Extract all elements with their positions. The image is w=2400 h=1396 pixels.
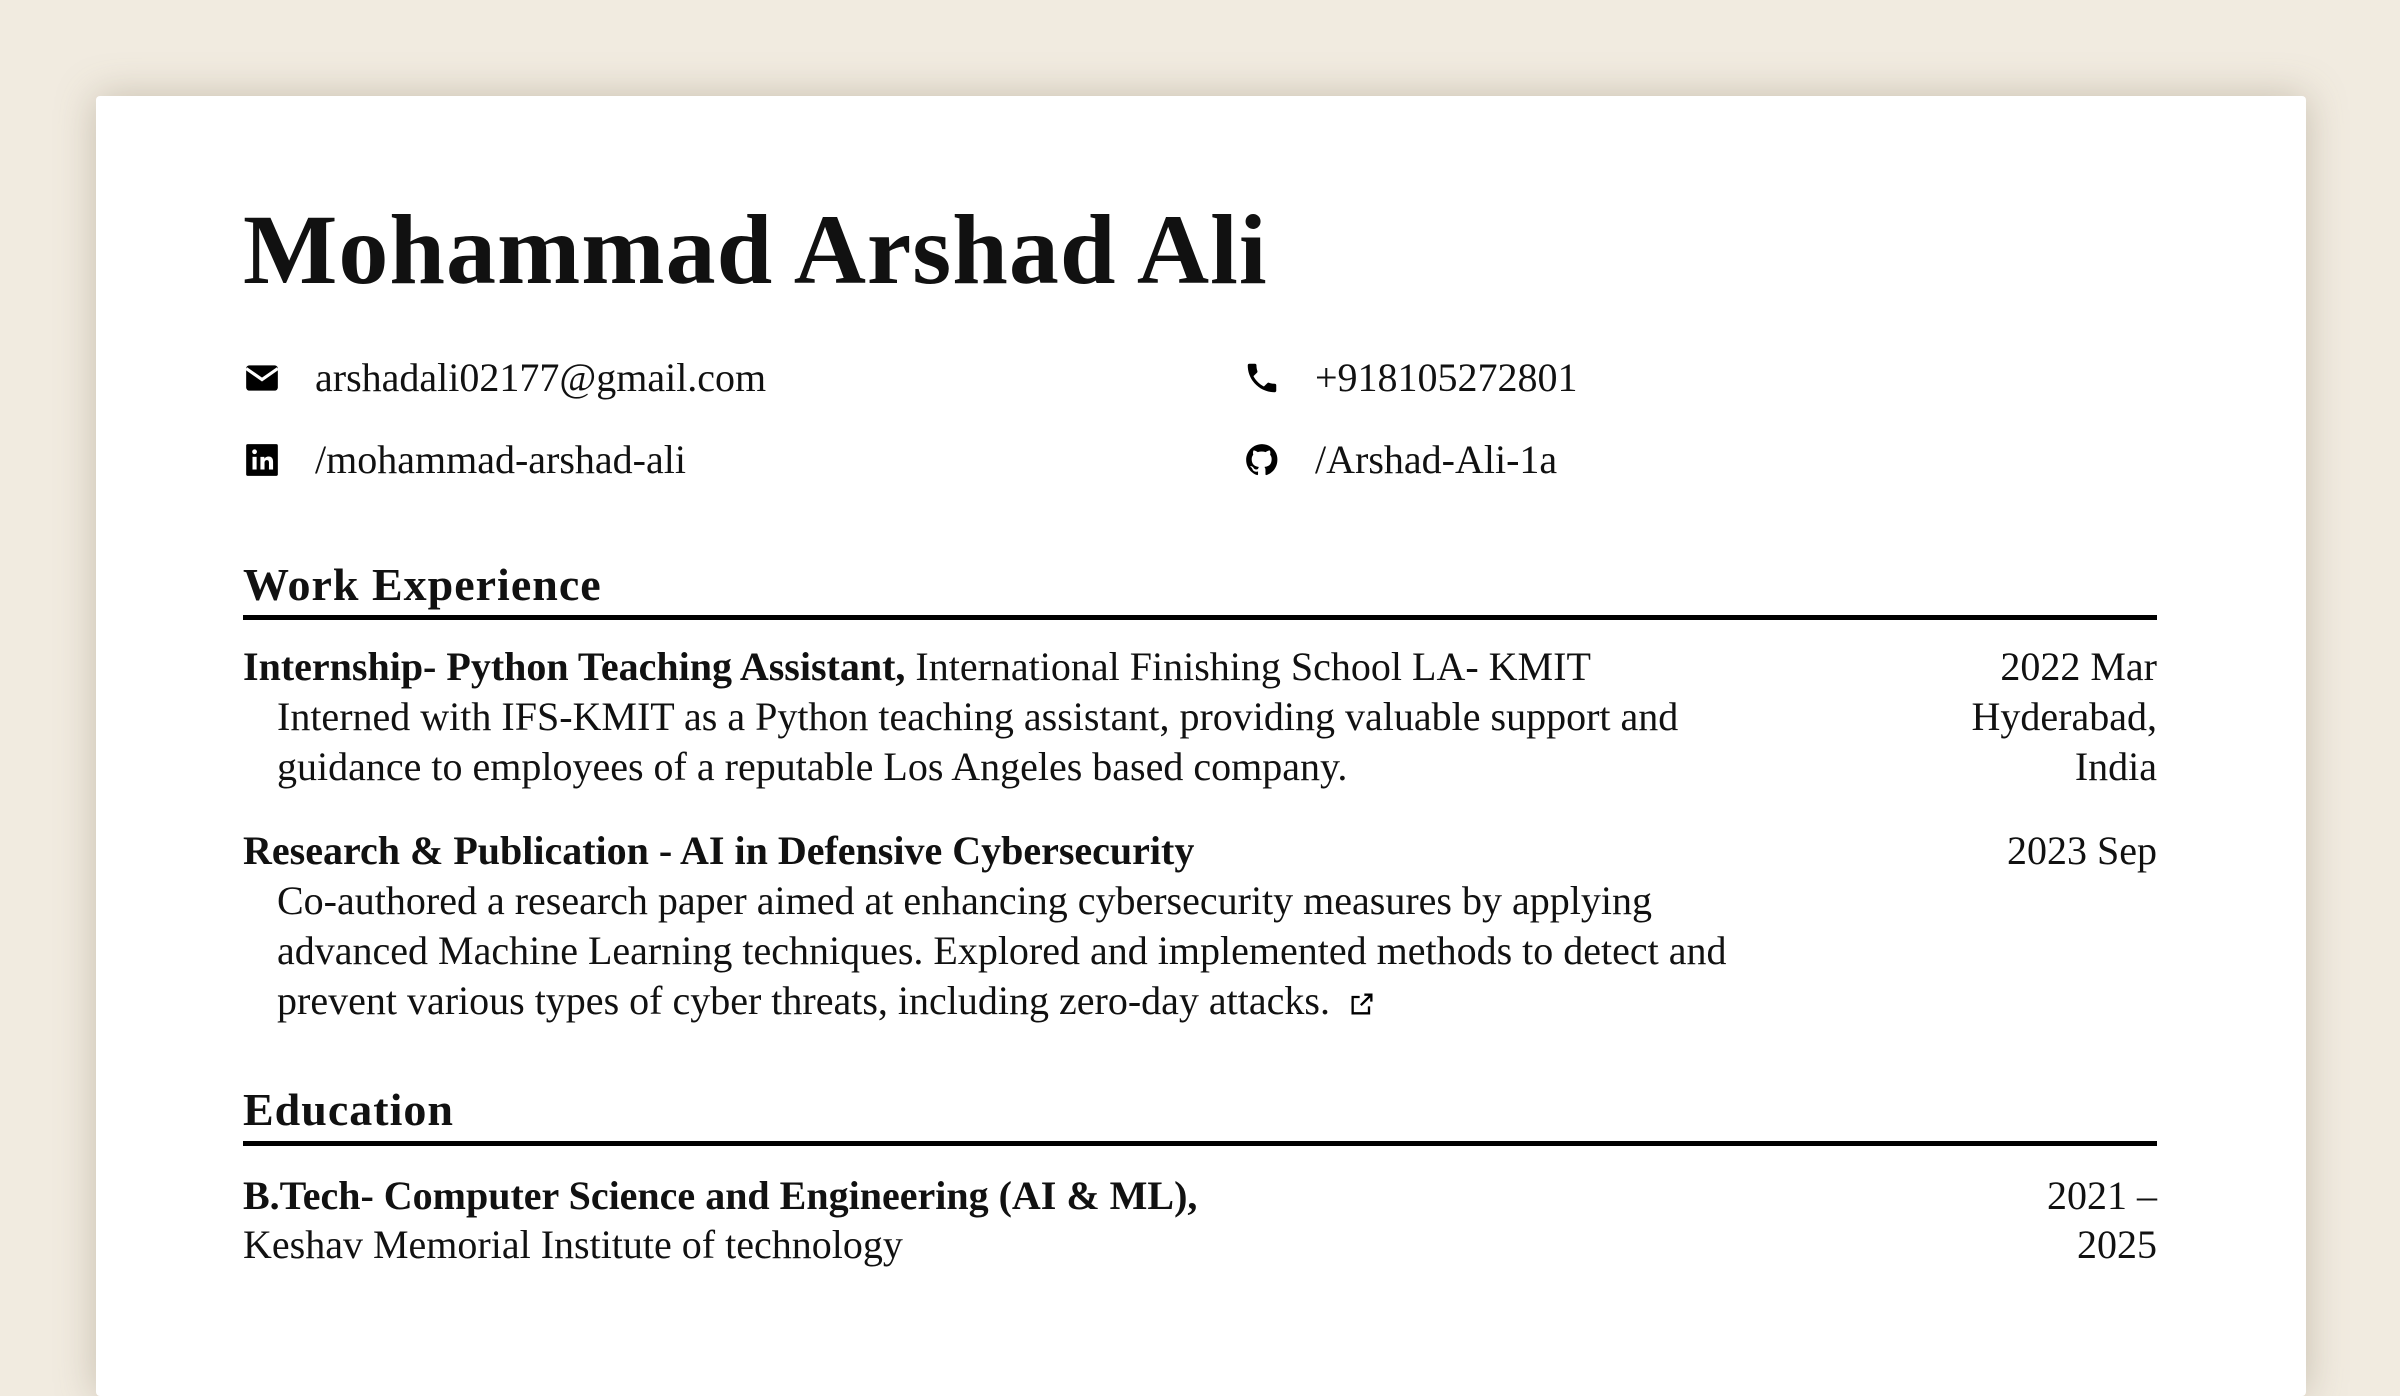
github-text: /Arshad-Ali-1a	[1315, 437, 1558, 482]
github-icon	[1243, 441, 1281, 479]
organization: International Finishing School LA- KMIT	[915, 644, 1591, 689]
work-entry-description: prevent various types of cyber threats, including zero-day attacks.	[277, 976, 1376, 1026]
linkedin-text: /mohammad-arshad-ali	[315, 437, 686, 482]
section-divider	[243, 1141, 2157, 1146]
phone-icon	[1243, 359, 1281, 397]
candidate-name: Mohammad Arshad Ali	[243, 194, 1268, 305]
education-heading: Education	[243, 1084, 454, 1135]
envelope-icon	[243, 359, 281, 397]
github-link[interactable]	[1243, 437, 1558, 482]
education-date-start: 2021 –	[2047, 1173, 2157, 1218]
work-experience-heading: Work Experience	[243, 559, 602, 610]
work-entry-title	[243, 642, 1591, 692]
work-entry-location: Hyderabad,	[1971, 694, 2157, 739]
work-entry-date: 2023 Sep	[2007, 828, 2157, 873]
phone-link[interactable]	[1243, 355, 1578, 400]
section-divider	[243, 615, 2157, 620]
phone-text: +918105272801	[1315, 355, 1578, 400]
degree: B.Tech- Computer Science and Engineering (AI & ML),	[243, 1173, 1198, 1218]
work-entry-description: Interned with IFS-KMIT as a Python teaching assistant, providing valuable support and	[277, 694, 1679, 739]
institute: Keshav Memorial Institute of technology	[243, 1222, 903, 1267]
linkedin-icon	[243, 441, 281, 479]
email-text: arshadali02177@gmail.com	[315, 355, 767, 400]
education-date-end: 2025	[2077, 1222, 2157, 1267]
work-entry-title	[243, 826, 1194, 876]
work-entry-date: 2022 Mar	[2000, 644, 2157, 689]
work-entry-description: advanced Machine Learning techniques. Explored and implemented methods to detect and	[277, 928, 1727, 973]
linkedin-link[interactable]	[243, 437, 686, 482]
job-title: Research & Publication - AI in Defensive Cybersecurity	[243, 828, 1195, 873]
external-link-icon[interactable]	[1348, 990, 1376, 1018]
job-title: Internship- Python Teaching Assistant,	[243, 644, 906, 689]
work-entry-description: guidance to employees of a reputable Los Angeles based company.	[277, 744, 1348, 789]
work-entry-location: India	[2074, 744, 2157, 789]
work-entry-description: Co-authored a research paper aimed at enhancing cybersecurity measures by applying	[277, 878, 1652, 923]
email-link[interactable]	[243, 355, 767, 400]
